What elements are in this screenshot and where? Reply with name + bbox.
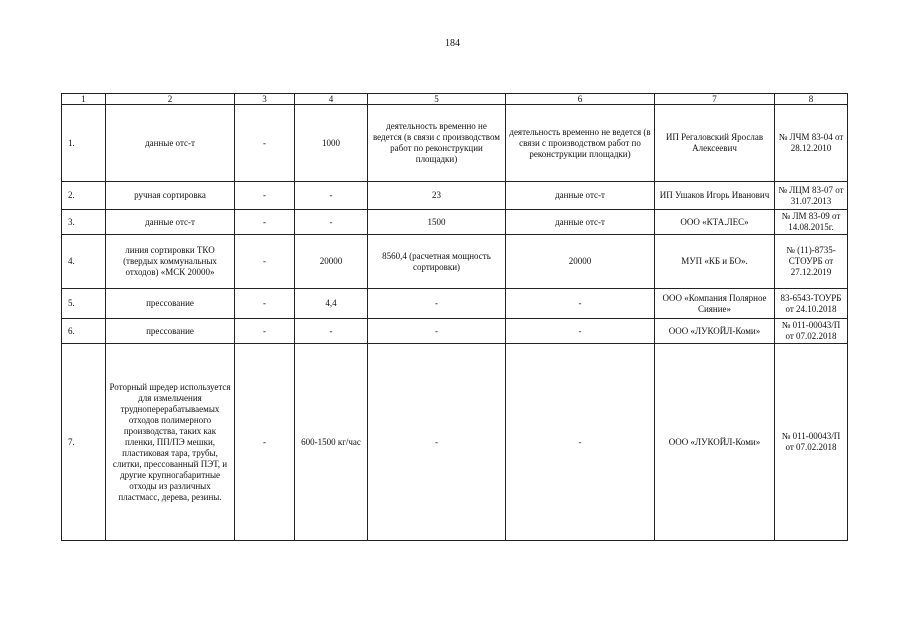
col5-cell: - — [368, 344, 506, 541]
license-cell: 83-6543-ТОУРБ от 24.10.2018 — [775, 289, 848, 319]
capacity-cell: 600-1500 кг/час — [295, 344, 368, 541]
col3-cell: - — [235, 319, 295, 344]
row-number: 1. — [62, 105, 106, 182]
col6-cell: - — [506, 289, 655, 319]
col5-cell: - — [368, 289, 506, 319]
col5-cell: 8560,4 (расчетная мощность сортировки) — [368, 235, 506, 289]
col5-cell: деятельность временно не ведется (в связи с производством работ по реконструкции площадки) — [368, 105, 506, 182]
operator-cell: ИП Регаловский Ярослав Алексеевич — [655, 105, 775, 182]
license-cell: № (11)-8735-СТОУРБ от 27.12.2019 — [775, 235, 848, 289]
table-row — [62, 289, 848, 319]
table-row — [62, 319, 848, 344]
row-number: 4. — [62, 235, 106, 289]
col6-cell: 20000 — [506, 235, 655, 289]
technology-cell: данные отс-т — [106, 210, 235, 235]
col3-cell: - — [235, 235, 295, 289]
capacity-cell: 1000 — [295, 105, 368, 182]
license-cell: № ЛЧМ 83-04 от 28.12.2010 — [775, 105, 848, 182]
column-number: 3 — [235, 94, 295, 105]
column-number: 7 — [655, 94, 775, 105]
capacity-cell: - — [295, 319, 368, 344]
column-number: 8 — [775, 94, 848, 105]
col3-cell: - — [235, 182, 295, 210]
col3-cell: - — [235, 344, 295, 541]
page-number: 184 — [445, 38, 460, 49]
table-row — [62, 105, 848, 182]
col5-cell: - — [368, 319, 506, 344]
col5-cell: 23 — [368, 182, 506, 210]
capacity-cell: - — [295, 210, 368, 235]
operator-cell: МУП «КБ и БО». — [655, 235, 775, 289]
row-number: 3. — [62, 210, 106, 235]
license-cell: № 011-00043/П от 07.02.2018 — [775, 319, 848, 344]
technology-cell: Роторный шредер используется для измельчения трудноперерабатываемых отходов полимерного производства, таких как пленки, ПП/ПЭ мешки, пластиковая тара, трубы, слитки, прессованный ПЭТ, и другие крупногабаритные отходы из различных пластмасс, дерева, резины. — [106, 344, 235, 541]
operator-cell: ООО «ЛУКОЙЛ-Коми» — [655, 319, 775, 344]
table-row — [62, 182, 848, 210]
technology-cell: прессование — [106, 289, 235, 319]
capacity-cell: 20000 — [295, 235, 368, 289]
column-number: 5 — [368, 94, 506, 105]
operator-cell: ООО «ЛУКОЙЛ-Коми» — [655, 344, 775, 541]
technology-cell: ручная сортировка — [106, 182, 235, 210]
col3-cell: - — [235, 210, 295, 235]
license-cell: № ЛЦМ 83-07 от 31.07.2013 — [775, 182, 848, 210]
license-cell: № 011-00043/П от 07.02.2018 — [775, 344, 848, 541]
license-cell: № ЛМ 83-09 от 14.08.2015г. — [775, 210, 848, 235]
capacity-cell: 4,4 — [295, 289, 368, 319]
col6-cell: данные отс-т — [506, 182, 655, 210]
col6-cell: - — [506, 344, 655, 541]
col3-cell: - — [235, 289, 295, 319]
table-row — [62, 344, 848, 541]
column-number: 4 — [295, 94, 368, 105]
row-number: 6. — [62, 319, 106, 344]
column-number: 1 — [62, 94, 106, 105]
col6-cell: данные отс-т — [506, 210, 655, 235]
col6-cell: деятельность временно не ведется (в связи с производством работ по реконструкции площадки) — [506, 105, 655, 182]
column-number-row — [62, 94, 848, 105]
col5-cell: 1500 — [368, 210, 506, 235]
technology-cell: прессование — [106, 319, 235, 344]
capacity-cell: - — [295, 182, 368, 210]
table-row — [62, 235, 848, 289]
row-number: 7. — [62, 344, 106, 541]
operator-cell: ООО «КТА.ЛЕС» — [655, 210, 775, 235]
column-number: 2 — [106, 94, 235, 105]
technology-cell: данные отс-т — [106, 105, 235, 182]
row-number: 2. — [62, 182, 106, 210]
facilities-table — [61, 93, 848, 541]
col6-cell: - — [506, 319, 655, 344]
table-row — [62, 210, 848, 235]
operator-cell: ООО «Компания Полярное Сияние» — [655, 289, 775, 319]
row-number: 5. — [62, 289, 106, 319]
col3-cell: - — [235, 105, 295, 182]
technology-cell: линия сортировки ТКО (твердых коммунальных отходов) «МСК 20000» — [106, 235, 235, 289]
operator-cell: ИП Ушаков Игорь Иванович — [655, 182, 775, 210]
column-number: 6 — [506, 94, 655, 105]
